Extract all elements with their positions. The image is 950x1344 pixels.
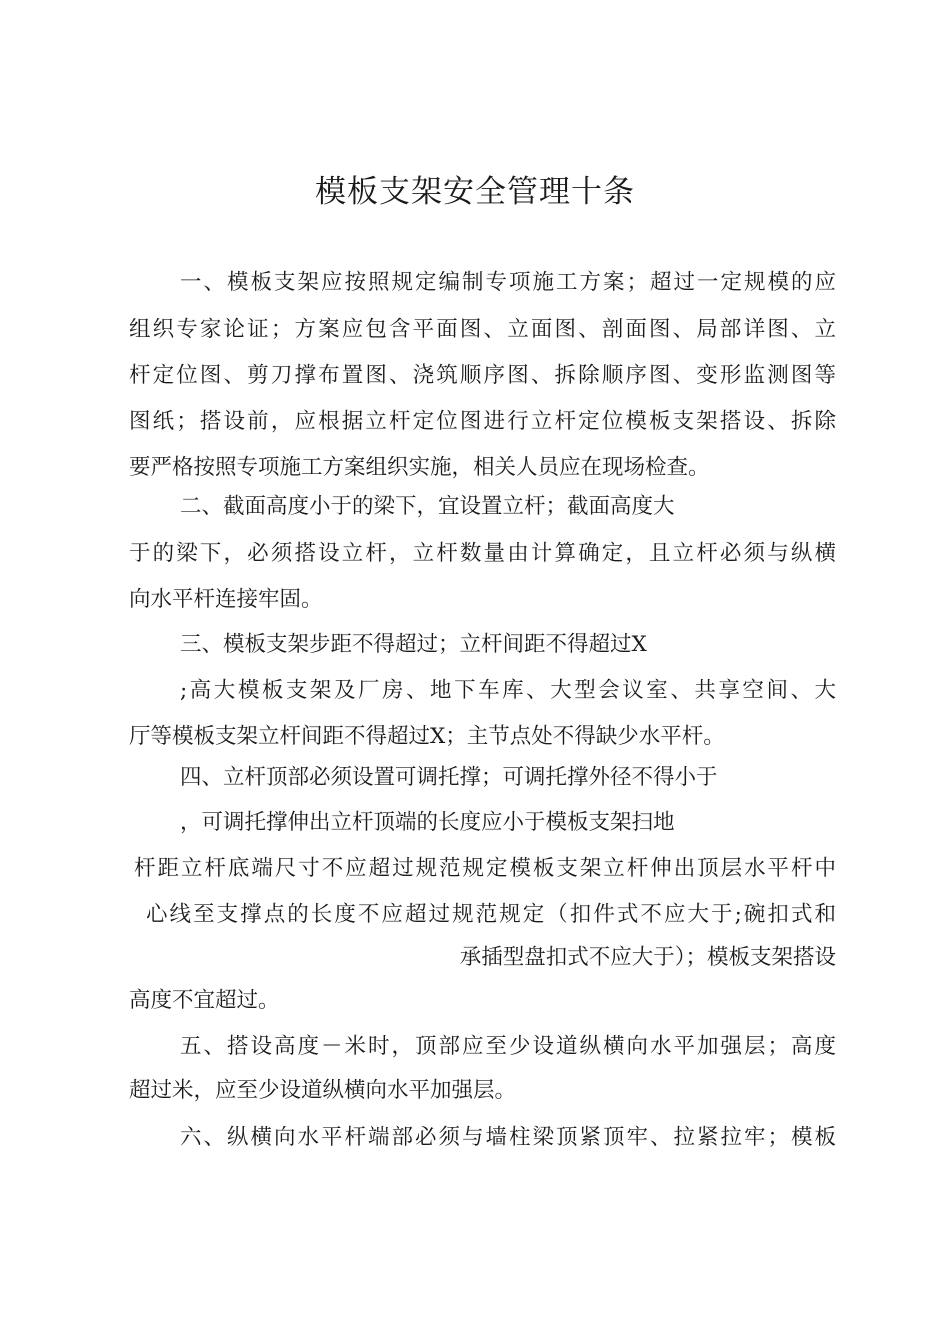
paragraph-line: 组织专家论证；方案应包含平面图、立面图、剖面图、局部详图、立 [129, 317, 836, 342]
paragraph-line: 五、搭设高度－米时，顶部应至少设道纵横向水平加强层；高度 [180, 1034, 836, 1059]
paragraph-line: ;高大模板支架及厂房、地下车库、大型会议室、共享空间、大 [180, 678, 836, 703]
paragraph-line: 超过米，应至少设道纵横向水平加强层。 [129, 1078, 517, 1103]
paragraph-line: 高度不宜超过。 [129, 988, 280, 1013]
paragraph-line: 一、模板支架应按照规定编制专项施工方案；超过一定规模的应 [180, 270, 836, 295]
paragraph-line: 六、纵横向水平杆端部必须与墙柱梁顶紧顶牢、拉紧拉牢；模板 [180, 1125, 836, 1150]
paragraph-line: 厅等模板支架立杆间距不得超过X；主节点处不得缺少水平杆。 [129, 724, 725, 749]
paragraph-line: 杆距立杆底端尺寸不应超过规范规定模板支架立杆伸出顶层水平杆中 [134, 856, 836, 881]
paragraph-line: 图纸；搭设前，应根据立杆定位图进行立杆定位模板支架搭设、拆除 [129, 409, 836, 434]
paragraph-line: 三、模板支架步距不得超过；立杆间距不得超过X [180, 632, 647, 657]
paragraph-line: 杆定位图、剪刀撑布置图、浇筑顺序图、拆除顺序图、变形监测图等 [129, 363, 836, 388]
paragraph-line: 向水平杆连接牢固。 [129, 587, 323, 612]
paragraph-line: 要严格按照专项施工方案组织实施，相关人员应在现场检查。 [129, 455, 710, 480]
paragraph-line: 心线至支撑点的长度不应超过规范规定（扣件式不应大于;碗扣式和 [146, 902, 836, 927]
paragraph-line: ，可调托撑伸出立杆顶端的长度应小于模板支架扫地 [180, 810, 675, 835]
paragraph-line: 二、截面高度小于的梁下，宜设置立杆；截面高度大 [180, 494, 675, 519]
paragraph-line: 四、立杆顶部必须设置可调托撑；可调托撑外径不得小于 [180, 765, 718, 790]
paragraph-line: 于的梁下，必须搭设立杆，立杆数量由计算确定，且立杆必须与纵横 [129, 541, 836, 566]
paragraph-line: 承插型盘扣式不应大于）；模板支架搭设 [459, 945, 836, 970]
document-title: 模板支架安全管理十条 [315, 174, 635, 210]
